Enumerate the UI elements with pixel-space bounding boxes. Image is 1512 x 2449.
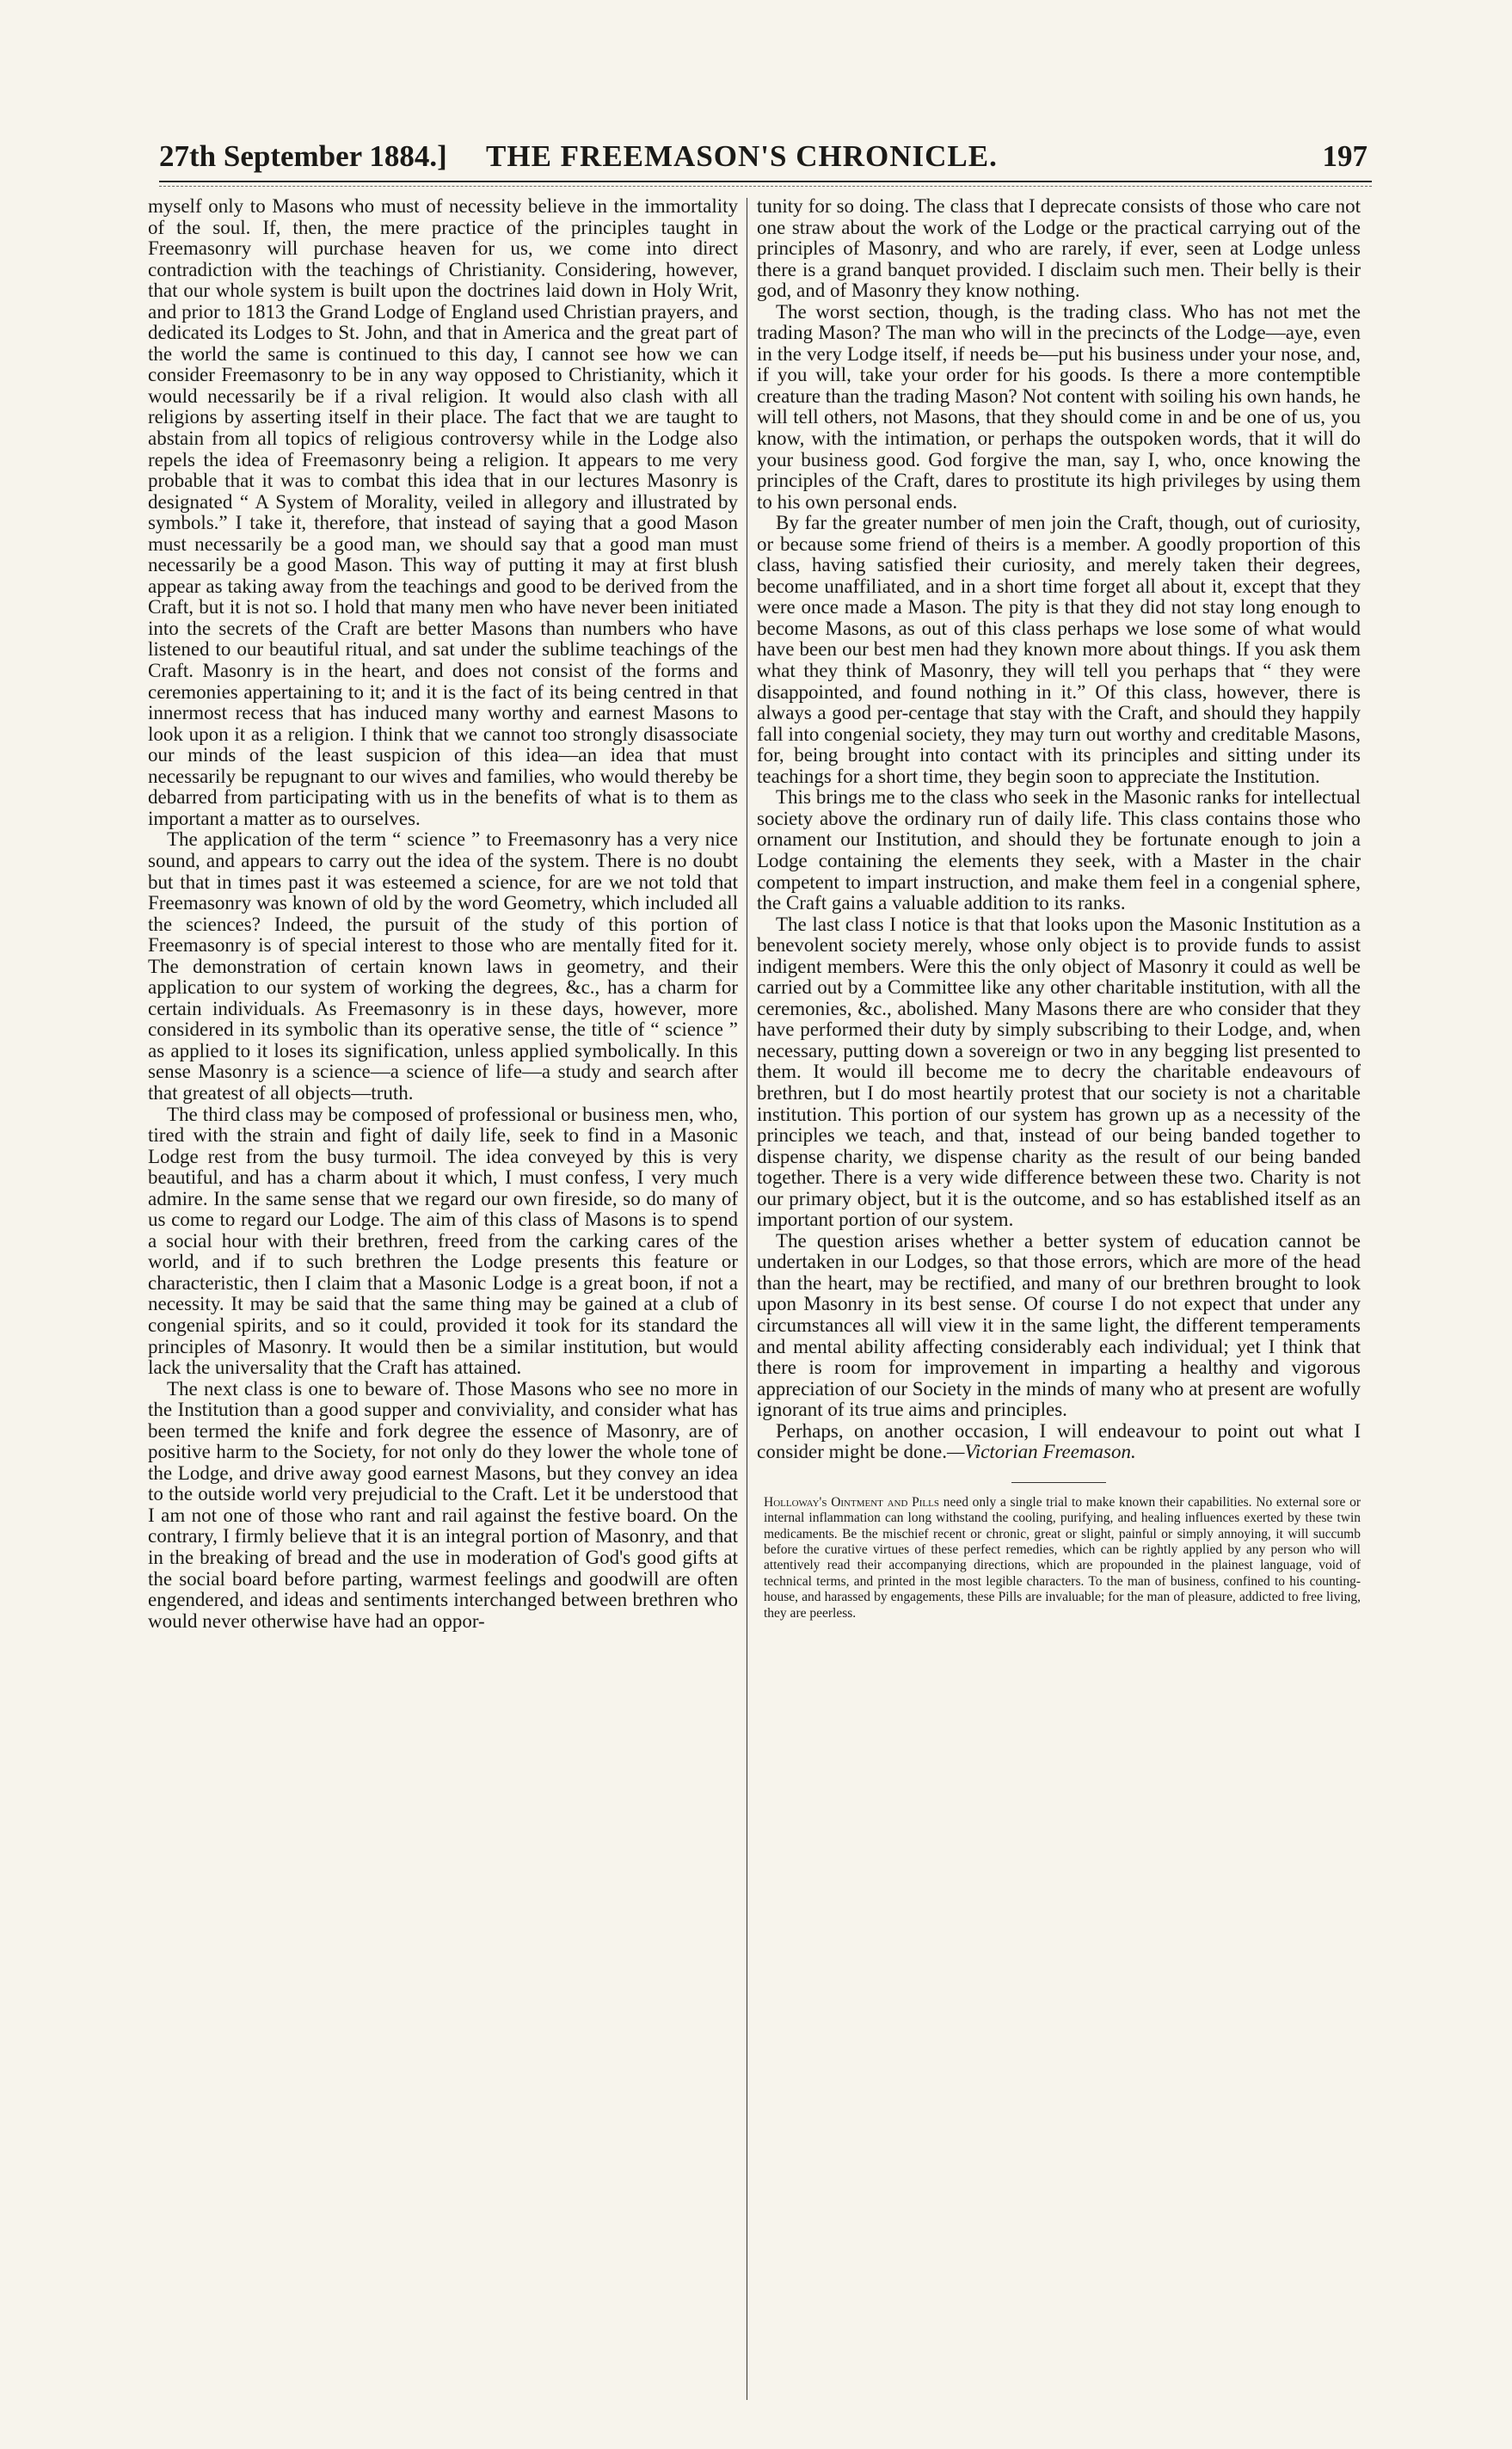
header-rule-dashed [159, 186, 1372, 187]
paragraph: The application of the term “ science ” to Freemasonry has a very nice sound, and appears to carry out the idea of the system. There is no doubt but that in times past it was esteemed a science, for are we not told that Freemasonry was known of old by the word Geometry, which included all the sciences? Indeed, the pursuit of the study of this portion of Freemasonry is of special interest to those who are mentally fited for it. The demonstration of certain known laws in geometry, and their application to our system of working the degrees, &c., has a charm for certain individuals. As Freemasonry is in these days, however, more considered in its symbolic than its operative sense, the title of “ science ” as applied to it loses its signification, unless applied symbolically. In this sense Masonry is a science—a science of life—a study and search after that greatest of all objects—truth. [148, 828, 738, 1104]
issue-date: 27th September 1884.] [159, 139, 447, 173]
paragraph: This brings me to the class who seek in the Masonic ranks for intellectual society above the ordinary run of daily life. This class contains those who ornament our Institution, and should they be fortunate enough to join a Lodge containing the elements they seek, with a Master in the chair competent to impart instruction, and make them feel in a congenial sphere, the Craft gains a valuable addition to its ranks. [757, 786, 1361, 914]
paragraph: myself only to Masons who must of necessity believe in the immortality of the soul. If, then, the mere practice of the principles taught in Freemasonry will purchase heaven for us, we come into direct contradiction with the teachings of Christianity. Considering, however, that our whole system is built upon the doctrines laid down in Holy Writ, and prior to 1813 the Grand Lodge of England used Christian prayers, and dedicated its Lodges to St. John, and that in America and the great part of the world the same is continued to this day, I cannot see how we can consider Freemasonry to be in any way opposed to Christianity, which it would necessarily be if a rival religion. It would also clash with all religions by asserting itself in their place. The fact that we are taught to abstain from all topics of religious controversy while in the Lodge also repels the idea of Freemasonry being a religion. It appears to me very probable that it was to combat this idea that in our lectures Masonry is designated “ A System of Morality, veiled in allegory and illustrated by symbols.” I take it, therefore, that instead of saying that a good Mason must necessarily be a good man, we should say that a good man must necessarily be a good Mason. This way of putting it may at first blush appear as taking away from the teachings and good to be derived from the Craft, but it is not so. I hold that many men who have never been initiated into the secrets of the Craft are better Masons than numbers who have listened to our beautiful ritual, and sat under the sublime teachings of the Craft. Masonry is in the heart, and does not consist of the forms and ceremonies appertaining to it; and it is the fact of its being centred in that innermost recess that has induced many worthy and earnest Masons to look upon it as a religion. I think that we cannot too strongly disassociate our minds of the least suspicion of this idea—an idea that must necessarily be repugnant to our wives and families, who would thereby be debarred from participating with us in the benefits of what is to them as important a matter as to ourselves. [148, 196, 738, 829]
page-number: 197 [1322, 139, 1368, 173]
advert-divider [1011, 1482, 1106, 1483]
header-rule [159, 181, 1372, 182]
closing-paragraph [757, 1421, 1361, 1463]
paragraph: The question arises whether a better system of education cannot be undertaken in our Lodges, so that those errors, which are more of the head than the heart, may be rectified, and many of our brethren brought to look upon Masonry in its best sense. Of course I do not expect that under any circumstances all will view it in the same light, the different temperaments and mental ability affecting considerably each individual; yet I think that there is room for improvement in imparting a healthy and vigorous appreciation of our Society in the minds of many who at present are wofully ignorant of its true aims and principles. [757, 1229, 1361, 1421]
closing-text: Perhaps, on another occasion, I will endeavour to point out what I consider might be done. [757, 1419, 1361, 1463]
paragraph: tunity for so doing. The class that I deprecate consists of those who care not one straw about the work of the Lodge or the practical carrying out of the principles of Masonry, and who are rarely, if ever, seen at Lodge unless there is a grand banquet provided. I disclaim such men. Their belly is their god, and of Masonry they know nothing. [757, 196, 1361, 302]
paragraph: The last class I notice is that that looks upon the Masonic Institution as a benevolent society merely, whose only object is to provide funds to assist indigent members. Were this the only object of Masonry it could as well be carried out by a Committee like any other charitable institution, with all the ceremonies, &c., abolished. Many Masons there are who consider that they have performed their duty by simply subscribing to their Lodge, and, when necessary, putting down a sovereign or two in any begging list presented to them. It would ill become me to decry the charitable endeavours of brethren, but I do most heartily protest that our society is not a charitable institution. This portion of our system has grown up as a necessity of the principles we teach, and that, instead of our being banded together to dispense charity, we dispense charity as the result of our being banded together. There is a very wide difference between these two. Charity is not our primary object, but it is the outcome, and so has established itself as an important portion of our system. [757, 913, 1361, 1231]
right-column [757, 196, 1361, 2398]
paragraph: The third class may be composed of professional or business men, who, tired with the strain and fight of daily life, seek to find in a Masonic Lodge rest from the busy turmoil. The idea conveyed by this is very beautiful, and has a charm about it which, I must confess, I very much admire. In the same sense that we regard our own fireside, so do many of us come to regard our Lodge. The aim of this class of Masons is to spend a social hour with their brethren, freed from the carking cares of the world, and if to such brethren the Lodge presents this feature or characteristic, then I claim that a Masonic Lodge is a great boon, if not a necessity. It may be said that the same thing may be gained at a club of congenial spirits, and so it could, provided it took for its standard the principles of Masonry. It would then be a similar institution, but would lack the universality that the Craft has attained. [148, 1103, 738, 1379]
paragraph: By far the greater number of men join the Craft, though, out of curiosity, or because some friend of theirs is a member. A goodly proportion of this class, having satisfied their curiosity, and merely taken their degrees, become unaffiliated, and in a short time forget all about it, except that they were once made a Mason. The pity is that they did not stay long enough to become Masons, as out of this class perhaps we lose some of what would have been our best men had they known more about things. If you ask them what they think of Masonry, they will tell you perhaps that “ they were disappointed, and found nothing in it.” Of this class, however, there is always a good per-centage that stay with the Craft, and should they happily fall into congenial society, they may turn out worthy and creditable Masons, for, being brought into contact with its principles and sitting under its teachings for a short time, they begin soon to appreciate the Institution. [757, 512, 1361, 787]
attribution: —Victorian Freemason. [947, 1441, 1136, 1463]
advertisement [757, 1495, 1361, 1621]
paragraph: The worst section, though, is the trading class. Who has not met the trading Mason? The man who will in the precincts of the Lodge—aye, even in the very Lodge itself, if needs be—put his business under your nose, and, if you will, take your order for his goods. Is there a more contemptible creature than the trading Mason? Not content with soiling his own hands, he will tell others, not Masons, that they should come in and be one of us, you know, with the intimation, or perhaps the outspoken words, that it will do your business good. God forgive the man, say I, who, once knowing the principles of the Craft, dares to prostitute its high privileges by using them to his own personal ends. [757, 300, 1361, 513]
publication-title: THE FREEMASON'S CHRONICLE. [486, 139, 998, 173]
paragraph: The next class is one to beware of. Those Masons who see no more in the Institution than a good supper and conviviality, and consider what has been termed the knife and fork degree the essence of Masonry, are of positive harm to the Society, for not only do they lower the whole tone of the Lodge, and drive away good earnest Masons, but they convey an idea to the outside world very prejudicial to the Craft. Let it be understood that I am not one of those who rant and rail against the festive board. On the contrary, I firmly believe that it is an integral portion of Masonry, and that in the breaking of bread and the use in moderation of God's good gifts at the social board before parting, warmest feelings and goodwill are often engendered, and ideas and sentiments interchanged between brethren who would never otherwise have had an oppor- [148, 1377, 738, 1632]
running-head [159, 131, 1368, 182]
advert-text: need only a single trial to make known their capabilities. No external sore or internal inflammation can long withstand the cooling, purifying, and healing influences exerted by these twin medicaments. Be the mischief recent or chronic, great or slight, painful or simply annoying, it will succumb before the curative virtues of these perfect remedies, which can be rightly applied by any person who will attentively read their accompanying directions, which are propounded in the plainest language, void of technical terms, and printed in the most legible characters. To the man of business, confined to his counting-house, and harassed by engagements, these Pills are invaluable; for the man of pleasure, addicted to free living, they are peerless. [764, 1494, 1361, 1621]
left-column [148, 196, 738, 2398]
advert-lead: Holloway's Ointment and Pills [764, 1494, 939, 1510]
